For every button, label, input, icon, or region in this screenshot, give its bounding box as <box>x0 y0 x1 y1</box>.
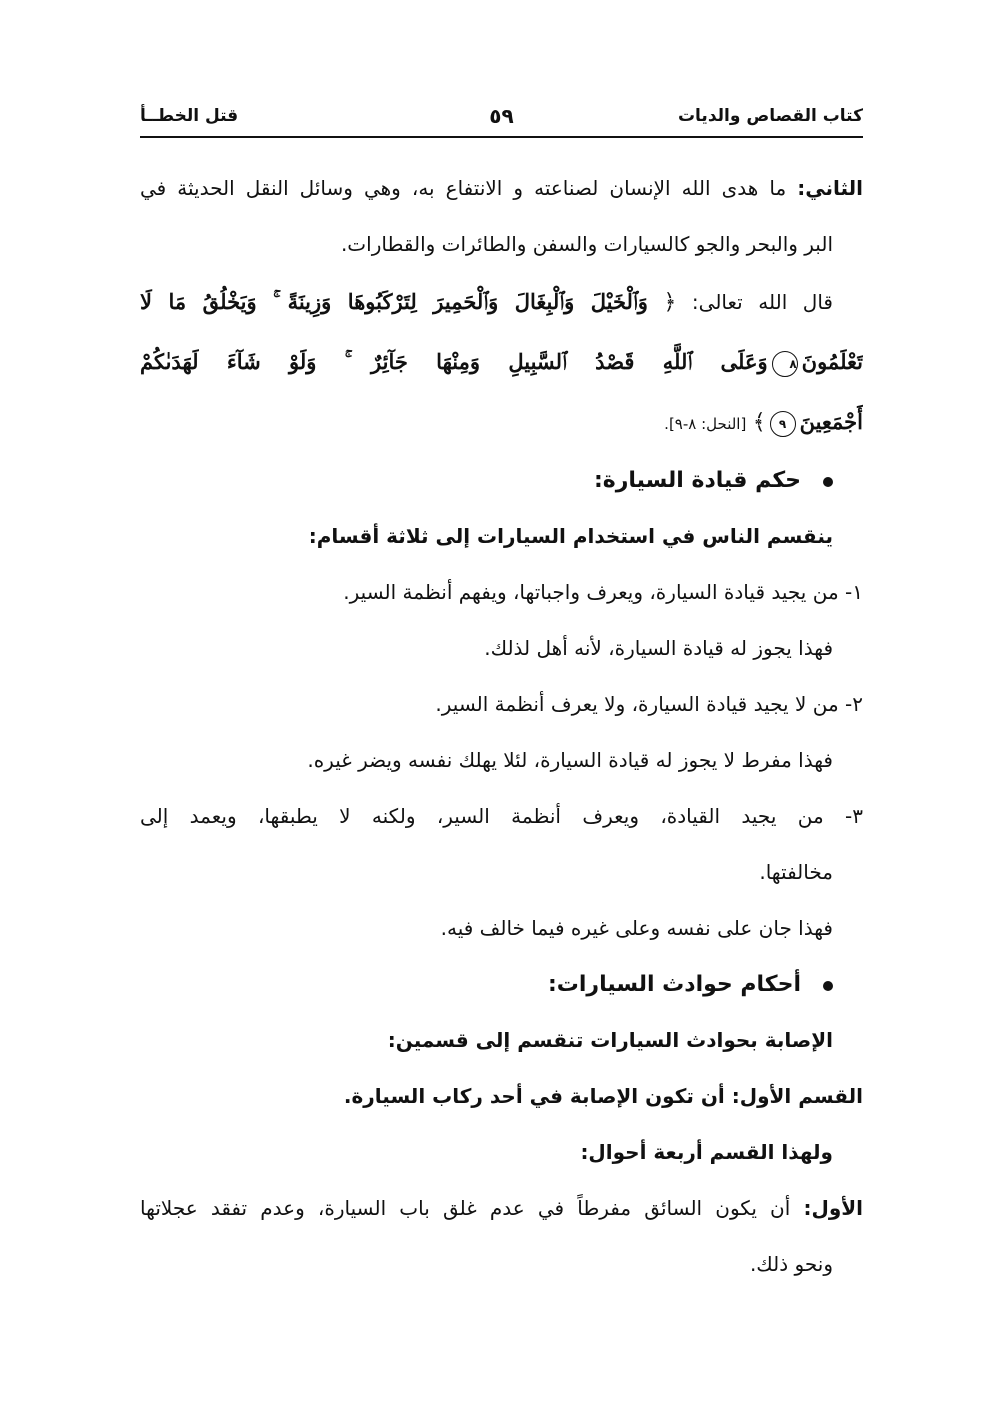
verse-line-1 <box>140 272 863 332</box>
verse-close-ornament: ﴾ <box>752 410 766 435</box>
intro-line-2: البر والبحر والجو كالسيارات والسفن والطائرات والقطارات. <box>340 232 833 256</box>
running-header <box>140 98 863 134</box>
verse-line-3 <box>140 392 863 452</box>
verse-text-3: أَجْمَعِينَ <box>799 409 863 434</box>
section1-heading: حكم قيادة السيارة: <box>593 468 801 493</box>
section1-subheading: ينقسم الناس في استخدام السيارات إلى ثلاثة أقسام: <box>308 524 833 548</box>
bullet-icon <box>823 981 833 991</box>
first-case-line-1 <box>140 1180 863 1236</box>
verse-reference: [النحل: ٨-٩]. <box>664 415 747 433</box>
verse-line-2 <box>140 332 863 392</box>
header-chapter-title: قتل الخطــأ <box>140 106 239 126</box>
first-case-label: الأول: <box>803 1196 863 1220</box>
verse-text-2a: تَعْلَمُونَ <box>801 349 863 374</box>
aya-marker-9: ٩ <box>770 411 796 437</box>
intro-line-1 <box>140 160 863 216</box>
section1-item-1-ruling: فهذا يجوز له قيادة السيارة، لأنه أهل لذلك. <box>484 636 833 660</box>
section1-item-3-line-2: مخالفتها. <box>759 860 833 884</box>
page-number: ٥٩ <box>489 104 514 128</box>
section1-item-3-ruling: فهذا جان على نفسه وعلى غيره فيما خالف فيه. <box>440 916 833 940</box>
header-rule <box>140 136 863 138</box>
section2-part-1-intro: ولهذا القسم أربعة أحوال: <box>580 1140 833 1164</box>
section1-item-2: ٢- من لا يجيد قيادة السيارة، ولا يعرف أنظمة السير. <box>435 692 863 716</box>
first-case-line-2: ونحو ذلك. <box>749 1252 833 1276</box>
header-book-title: كتاب القصاص والديات <box>677 106 863 126</box>
verse-text-1: وَٱلْخَيْلَ وَٱلْبِغَالَ وَٱلْحَمِيرَ لِتَرْكَبُوهَا وَزِينَةً ۚ وَيَخْلُقُ مَا لَا <box>140 289 648 314</box>
bullet-icon <box>823 477 833 487</box>
section2-heading: أحكام حوادث السيارات: <box>547 972 801 997</box>
section1-heading-row <box>140 452 863 508</box>
section1-item-3-line-1: ٣- من يجيد القيادة، ويعرف أنظمة السير، ولكنه لا يطبقها، ويعمد إلى <box>140 804 863 828</box>
section2-subheading: الإصابة بحوادث السيارات تنقسم إلى قسمين: <box>387 1028 833 1052</box>
verse-lead: قال الله تعالى: <box>691 290 833 314</box>
section1-item-2-ruling: فهذا مفرط لا يجوز له قيادة السيارة، لئلا يهلك نفسه ويضر غيره. <box>307 748 833 772</box>
section2-heading-row <box>140 956 863 1012</box>
aya-marker-8: ٨ <box>772 351 798 377</box>
section1-item-1: ١- من يجيد قيادة السيارة، ويعرف واجباتها، ويفهم أنظمة السير. <box>343 580 863 604</box>
section2-part-1: القسم الأول: أن تكون الإصابة في أحد ركاب السيارة. <box>343 1084 863 1108</box>
page-body <box>140 160 863 1292</box>
verse-text-2b: وَعَلَى ٱللَّهِ قَصْدُ ٱلسَّبِيلِ وَمِنْهَا جَآئِرٌ ۚ وَلَوْ شَآءَ لَهَدَىٰكُمْ <box>140 349 768 374</box>
intro-label: الثاني: <box>797 176 863 200</box>
first-case-text-1: أن يكون السائق مفرطاً في عدم غلق باب السيارة، وعدم تفقد عجلاتها <box>140 1196 791 1220</box>
verse-open-ornament: ﴿ <box>663 290 677 315</box>
intro-text-1: ما هدى الله الإنسان لصناعته و الانتفاع به، وهي وسائل النقل الحديثة في <box>140 176 787 200</box>
